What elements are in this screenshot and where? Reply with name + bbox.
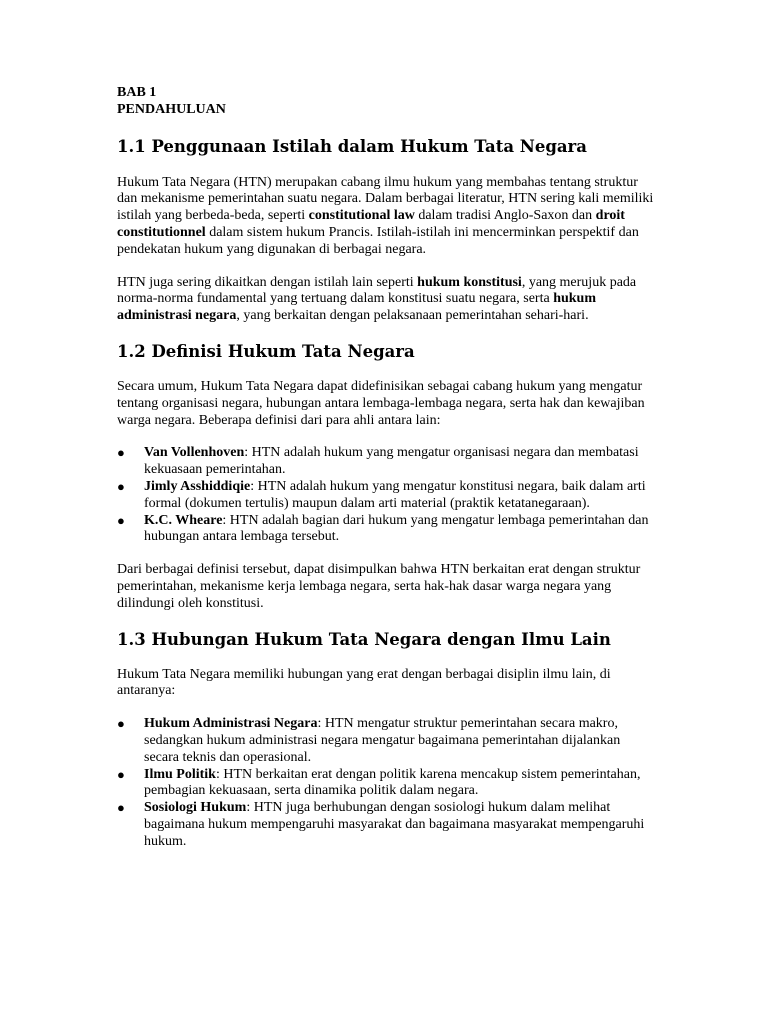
paragraph: [117, 275, 657, 325]
bullet-icon: ●: [117, 716, 125, 732]
paragraph: Secara umum, Hukum Tata Negara dapat didefinisikan sebagai cabang hukum yang mengatur tentang organisasi negara, hubungan antara lembaga-lembaga negara, serta hak dan kewajiban warga negara. Beberapa definisi dari para ahli antara lain:: [117, 378, 645, 428]
text-run: dalam sistem hukum Prancis. Istilah-istilah ini mencerminkan perspektif dan pendekatan hukum yang digunakan di berbagai negara.: [117, 224, 639, 257]
definition-list: [117, 445, 657, 546]
bold-term: Van Vollenhoven: [144, 445, 245, 461]
bold-term: Jimly Asshiddiqie: [144, 478, 251, 494]
bold-term: droit constitutionnel: [117, 208, 625, 240]
list-item: [117, 767, 657, 801]
section-heading-1-3: 1.3 Hubungan Hukum Tata Negara dengan Ilmu Lain: [117, 629, 611, 649]
bullet-icon: ●: [117, 478, 125, 494]
bold-term: Hukum Administrasi Negara: [144, 716, 318, 732]
bullet-icon: ●: [117, 445, 125, 461]
bold-term: constitutional law: [308, 208, 415, 224]
list-item-text: : HTN mengatur struktur pemerintahan secara makro, sedangkan hukum administrasi negara mengatur bagaimana pemerintahan dijalankan secara teknis dan operasional.: [144, 716, 621, 765]
bullet-icon: ●: [117, 512, 125, 528]
bullet-icon: ●: [117, 800, 125, 816]
paragraph: Dari berbagai definisi tersebut, dapat disimpulkan bahwa HTN berkaitan erat dengan struktur pemerintahan, mekanisme kerja lembaga negara, serta hak-hak dasar warga negara yang dilindungi oleh konstitusi.: [117, 562, 641, 611]
list-item-text: : HTN berkaitan erat dengan politik karena mencakup sistem pemerintahan, pembagian kekuasaan, serta dinamika politik dalam negara.: [144, 766, 641, 799]
list-item-text: : HTN adalah hukum yang mengatur konstitusi negara, baik dalam arti formal (dokumen tertulis) maupun dalam arti material (praktik ketatanegaraan).: [144, 478, 646, 511]
text-run: , yang berkaitan dengan pelaksanaan pemerintahan sehari-hari.: [236, 308, 589, 324]
text-run: HTN juga sering dikaitkan dengan istilah lain seperti: [117, 274, 418, 290]
list-item-text: : HTN adalah bagian dari hukum yang mengatur lembaga pemerintahan dan hubungan antara lembaga tersebut.: [144, 512, 649, 545]
section-heading-1-2: 1.2 Definisi Hukum Tata Negara: [117, 341, 415, 361]
chapter-title: PENDAHULUAN: [117, 101, 226, 117]
list-item: [117, 513, 657, 547]
bullet-icon: ●: [117, 766, 125, 782]
list-item: [117, 479, 657, 513]
text-run: Hukum Tata Negara (HTN) merupakan cabang ilmu hukum yang membahas tentang struktur dan mekanisme pemerintahan suatu negara. Dalam berbagai literatur, HTN sering kali memiliki istilah yang berbeda-beda, seperti: [117, 174, 654, 224]
list-item: [117, 445, 657, 479]
list-item: [117, 716, 657, 766]
bold-term: K.C. Wheare: [144, 512, 223, 528]
paragraph: [117, 175, 657, 259]
text-run: dalam tradisi Anglo-Saxon dan: [414, 208, 596, 224]
bold-term: Ilmu Politik: [144, 766, 216, 782]
list-item: [117, 800, 657, 850]
list-item-text: : HTN adalah hukum yang mengatur organisasi negara dan membatasi kekuasaan pemerintahan.: [144, 445, 639, 478]
bold-term: hukum konstitusi: [417, 274, 522, 290]
bold-term: hukum administrasi negara: [117, 291, 597, 324]
document-page: [117, 85, 657, 851]
text-run: , yang merujuk pada norma-norma fundamental yang tertuang dalam konstitusi suatu negara, serta: [117, 274, 637, 307]
list-item-text: : HTN juga berhubungan dengan sosiologi hukum dalam melihat bagaimana hukum mempengaruhi masyarakat dan bagaimana masyarakat mempengaruhi hukum.: [144, 800, 645, 849]
related-fields-list: [117, 716, 657, 850]
section-heading-1-1: 1.1 Penggunaan Istilah dalam Hukum Tata Negara: [117, 136, 587, 156]
paragraph: Hukum Tata Negara memiliki hubungan yang erat dengan berbagai disiplin ilmu lain, di antaranya:: [117, 666, 611, 699]
chapter-label: BAB 1: [117, 85, 157, 100]
bold-term: Sosiologi Hukum: [144, 800, 247, 816]
